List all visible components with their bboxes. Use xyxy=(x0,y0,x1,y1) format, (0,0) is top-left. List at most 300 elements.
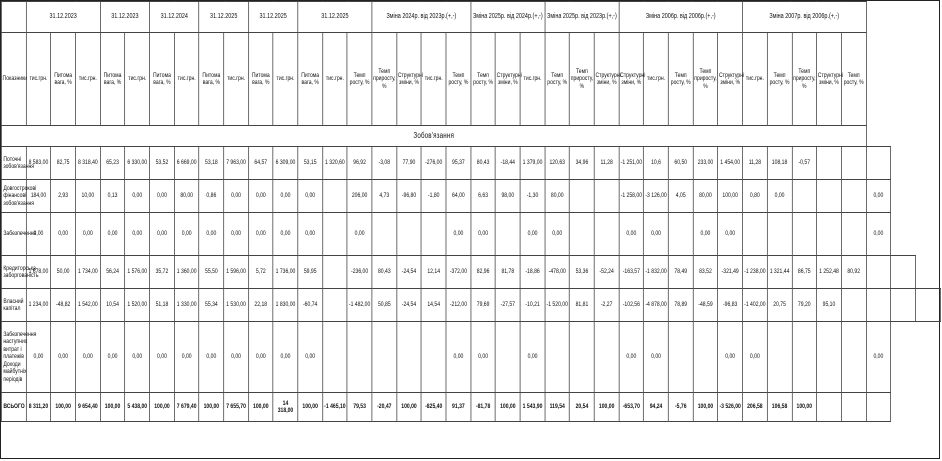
table-cell: 0,00 xyxy=(125,180,150,213)
table-cell xyxy=(397,213,422,256)
table-cell: 14,54 xyxy=(421,289,446,322)
table-cell xyxy=(817,213,842,256)
table-cell: 8 583,00 xyxy=(26,147,51,180)
measure-header: Темп росту, % xyxy=(841,33,866,126)
indicator-column-header: Показники xyxy=(1,33,26,126)
table-cell: 0,00 xyxy=(520,322,545,393)
table-cell: -478,00 xyxy=(545,256,570,289)
measure-header: Темп росту, % xyxy=(767,33,792,126)
table-cell: -1 520,00 xyxy=(545,289,570,322)
table-cell: 11,28 xyxy=(594,147,619,180)
table-cell: 0,00 xyxy=(520,213,545,256)
table-cell xyxy=(792,322,817,393)
table-cell: 1 252,48 xyxy=(817,256,842,289)
table-cell: 100,00 xyxy=(51,393,76,422)
table-cell: 65,23 xyxy=(100,147,125,180)
table-cell xyxy=(421,322,446,393)
table-cell: 0,00 xyxy=(619,213,644,256)
table-cell: -653,70 xyxy=(619,393,644,422)
period-header: 31.12.2023 xyxy=(100,2,149,33)
table-cell: 59,95 xyxy=(298,256,323,289)
measure-header: Структурні зміни, % xyxy=(495,33,520,126)
table-cell: 2,93 xyxy=(51,180,76,213)
table-cell: 0,00 xyxy=(866,322,891,393)
measure-header: тис.грн. xyxy=(224,33,249,126)
table-cell: -1 258,00 xyxy=(619,180,644,213)
table-cell: -1 465,10 xyxy=(323,393,348,422)
table-row xyxy=(1,289,940,322)
table-cell: 100,00 xyxy=(248,393,273,422)
table-cell: 100,00 xyxy=(100,393,125,422)
table-cell: 60,50 xyxy=(668,147,693,180)
table-cell: 0,00 xyxy=(51,213,76,256)
measure-header: тис.грн. xyxy=(76,33,101,126)
table-cell xyxy=(372,213,397,256)
table-cell: 0,00 xyxy=(199,213,224,256)
table-cell: 10,6 xyxy=(644,147,669,180)
table-cell: -52,24 xyxy=(594,256,619,289)
table-cell: 53,18 xyxy=(199,147,224,180)
table-cell: 0,00 xyxy=(866,180,891,213)
table-row xyxy=(1,393,940,422)
table-cell: 0,00 xyxy=(224,213,249,256)
row-label: Кредиторська заборгованість xyxy=(1,256,26,289)
measure-header: тис.грн. xyxy=(125,33,150,126)
table-cell: 64,57 xyxy=(248,147,273,180)
period-header: 31.12.2025 xyxy=(248,2,297,33)
row-label: Власний капітал xyxy=(1,289,26,322)
table-cell: 0,00 xyxy=(446,322,471,393)
table-cell: 55,50 xyxy=(199,256,224,289)
table-cell xyxy=(767,213,792,256)
table-cell: 11,28 xyxy=(743,147,768,180)
table-cell: 100,00 xyxy=(298,393,323,422)
table-cell: 120,63 xyxy=(545,147,570,180)
header-row-periods xyxy=(1,2,940,33)
table-cell: -1 238,00 xyxy=(743,256,768,289)
table-cell: 51,18 xyxy=(150,289,175,322)
table-cell xyxy=(841,147,866,180)
table-cell xyxy=(866,393,891,422)
table-cell: 53,52 xyxy=(150,147,175,180)
table-cell: 119,54 xyxy=(545,393,570,422)
row-label: Довгострокові фінансові зобов'язання xyxy=(1,180,26,213)
table-cell: 100,00 xyxy=(792,393,817,422)
table-cell: 1 678,00 xyxy=(26,256,51,289)
table-cell: 81,81 xyxy=(570,289,595,322)
table-cell: 12,14 xyxy=(421,256,446,289)
period-header: Зміна 2025р. від 2023р.(+,-) xyxy=(545,2,619,33)
table-cell: 80,92 xyxy=(841,256,866,289)
table-cell: 0,00 xyxy=(125,213,150,256)
table-cell xyxy=(891,289,916,322)
table-cell: 80,00 xyxy=(693,180,718,213)
table-cell: 0,00 xyxy=(644,213,669,256)
measure-header: Темп росту, % xyxy=(545,33,570,126)
table-cell: 50,85 xyxy=(372,289,397,322)
table-cell: -1,30 xyxy=(520,180,545,213)
table-cell: -96,83 xyxy=(718,289,743,322)
table-cell xyxy=(323,213,348,256)
table-cell: 1 379,00 xyxy=(520,147,545,180)
table-cell: -102,56 xyxy=(619,289,644,322)
table-cell: 98,00 xyxy=(495,180,520,213)
measure-header: Питома вага, % xyxy=(100,33,125,126)
table-cell xyxy=(347,322,372,393)
table-cell xyxy=(323,180,348,213)
table-cell: 233,00 xyxy=(693,147,718,180)
measure-header: Темп приросту, % xyxy=(792,33,817,126)
table-cell: -24,54 xyxy=(397,289,422,322)
table-cell: 1 830,00 xyxy=(273,289,298,322)
table-cell: 0,00 xyxy=(273,322,298,393)
table-cell: 1 520,00 xyxy=(125,289,150,322)
table-cell: 1 542,00 xyxy=(76,289,101,322)
period-header: Зміна 2025р. від 2024р.(+,-) xyxy=(471,2,545,33)
row-label: Забезпечення xyxy=(1,213,26,256)
table-cell: 1 734,00 xyxy=(76,256,101,289)
table-cell xyxy=(866,289,891,322)
table-cell: 106,58 xyxy=(767,393,792,422)
table-cell: 0,00 xyxy=(26,213,51,256)
table-cell: 94,24 xyxy=(644,393,669,422)
table-cell: -3,08 xyxy=(372,147,397,180)
measure-header: Темп росту, % xyxy=(668,33,693,126)
table-cell: 0,00 xyxy=(100,213,125,256)
table-cell: 82,96 xyxy=(471,256,496,289)
table-cell: -1 832,00 xyxy=(644,256,669,289)
measure-header: тис.грн. xyxy=(520,33,545,126)
table-cell: 4,73 xyxy=(372,180,397,213)
period-header: Зміна 2006р. від 2006р.(+,-) xyxy=(619,2,743,33)
table-cell xyxy=(792,213,817,256)
table-cell: -18,86 xyxy=(520,256,545,289)
table-cell xyxy=(495,322,520,393)
table-cell: 0,00 xyxy=(248,322,273,393)
measure-header: Темп приросту, % xyxy=(372,33,397,126)
table-cell: 56,24 xyxy=(100,256,125,289)
table-cell xyxy=(323,322,348,393)
table-cell: -1 482,00 xyxy=(347,289,372,322)
table-cell xyxy=(570,322,595,393)
table-cell xyxy=(792,180,817,213)
measure-header: тис.грн. xyxy=(273,33,298,126)
table-cell: 0,00 xyxy=(446,213,471,256)
table-cell: -60,74 xyxy=(298,289,323,322)
table-cell: 77,90 xyxy=(397,147,422,180)
table-cell xyxy=(594,213,619,256)
measure-header: Питома вага, % xyxy=(150,33,175,126)
table-cell: 55,34 xyxy=(199,289,224,322)
table-cell: 1 320,60 xyxy=(323,147,348,180)
table-cell: -0,57 xyxy=(792,147,817,180)
table-cell: 79,20 xyxy=(792,289,817,322)
measure-header: Структурні зміни, % xyxy=(718,33,743,126)
table-cell: 1 330,00 xyxy=(174,289,199,322)
measure-header: Темп приросту, % xyxy=(693,33,718,126)
table-cell xyxy=(817,180,842,213)
table-cell: 80,00 xyxy=(174,180,199,213)
table-cell: 53,36 xyxy=(570,256,595,289)
table-cell: -1,80 xyxy=(421,180,446,213)
measure-header: Питома вага, % xyxy=(199,33,224,126)
table-cell: 50,00 xyxy=(51,256,76,289)
table-cell: 6 669,00 xyxy=(174,147,199,180)
table-cell xyxy=(397,322,422,393)
table-cell: 0,00 xyxy=(100,322,125,393)
measure-header: Темп росту, % xyxy=(347,33,372,126)
table-cell: 64,00 xyxy=(446,180,471,213)
table-cell: 0,00 xyxy=(347,213,372,256)
period-header: Зміна 2007р. від 2006р.(+,-) xyxy=(743,2,867,33)
table-cell: 86,75 xyxy=(792,256,817,289)
table-cell: 0,80 xyxy=(743,180,768,213)
table-cell: -18,44 xyxy=(495,147,520,180)
table-cell xyxy=(495,213,520,256)
table-cell: -48,59 xyxy=(693,289,718,322)
table-cell: 35,72 xyxy=(150,256,175,289)
table-cell: 100,00 xyxy=(199,393,224,422)
table-cell: 14 318,00 xyxy=(273,393,298,422)
measure-header: тис.грн. xyxy=(743,33,768,126)
table-cell xyxy=(866,256,891,289)
table-cell: 53,15 xyxy=(298,147,323,180)
table-cell xyxy=(743,213,768,256)
table-cell: -81,78 xyxy=(471,393,496,422)
table-cell: 4,05 xyxy=(668,180,693,213)
table-cell: 9 654,40 xyxy=(76,393,101,422)
table-cell xyxy=(841,213,866,256)
measure-header: тис.грн. xyxy=(26,33,51,126)
table-cell: -1 251,00 xyxy=(619,147,644,180)
table-cell: 100,00 xyxy=(495,393,520,422)
table-cell: 22,18 xyxy=(248,289,273,322)
table-cell: 0,00 xyxy=(224,322,249,393)
table-cell: 0,00 xyxy=(693,213,718,256)
measure-header: тис.грн. xyxy=(323,33,348,126)
table-cell: 100,00 xyxy=(693,393,718,422)
table-cell: -2,27 xyxy=(594,289,619,322)
table-cell: -3 526,00 xyxy=(718,393,743,422)
table-cell: 96,92 xyxy=(347,147,372,180)
measure-header: тис.грн. xyxy=(174,33,199,126)
table-cell: 1 596,00 xyxy=(224,256,249,289)
measure-header: Питома вага, % xyxy=(248,33,273,126)
measure-header: Питома вага, % xyxy=(51,33,76,126)
table-cell: 7 655,70 xyxy=(224,393,249,422)
table-cell: 100,00 xyxy=(718,180,743,213)
table-cell: 0,00 xyxy=(273,180,298,213)
period-header: Зміна 2024р. від 2023р.(+,-) xyxy=(372,2,471,33)
table-cell: 5 438,00 xyxy=(125,393,150,422)
header-row-measures xyxy=(1,33,940,126)
table-cell: 95,10 xyxy=(817,289,842,322)
table-cell: 0,00 xyxy=(866,213,891,256)
period-header: 31.12.2025 xyxy=(199,2,248,33)
table-cell: 0,00 xyxy=(619,322,644,393)
table-cell xyxy=(421,213,446,256)
table-cell xyxy=(841,393,866,422)
table-cell: 0,00 xyxy=(718,213,743,256)
table-cell: -27,57 xyxy=(495,289,520,322)
table-cell: -321,49 xyxy=(718,256,743,289)
table-cell xyxy=(594,180,619,213)
table-cell: 0,00 xyxy=(199,322,224,393)
table-cell xyxy=(817,393,842,422)
table-cell: 10,54 xyxy=(100,289,125,322)
table-cell: 7 963,00 xyxy=(224,147,249,180)
table-cell: -5,76 xyxy=(668,393,693,422)
table-cell xyxy=(817,147,842,180)
measure-header: Структурні зміни, % xyxy=(817,33,842,126)
table-cell: 0,00 xyxy=(224,180,249,213)
table-cell xyxy=(866,147,891,180)
table-cell: 8 318,40 xyxy=(76,147,101,180)
measure-header: Структурні зміни, % xyxy=(594,33,619,126)
table-body xyxy=(1,126,940,422)
table-cell: 1 576,00 xyxy=(125,256,150,289)
measure-header: Темп приросту, % xyxy=(570,33,595,126)
table-cell: -4 878,00 xyxy=(644,289,669,322)
table-cell: 78,89 xyxy=(668,289,693,322)
period-header xyxy=(1,2,26,33)
table-cell xyxy=(817,322,842,393)
table-cell: 79,53 xyxy=(347,393,372,422)
table-cell: -372,00 xyxy=(446,256,471,289)
table-cell: 1 234,00 xyxy=(26,289,51,322)
table-cell: 100,00 xyxy=(397,393,422,422)
measure-header: тис.грн. xyxy=(644,33,669,126)
table-cell: 95,37 xyxy=(446,147,471,180)
table-cell: 1 543,90 xyxy=(520,393,545,422)
table-cell: 0,00 xyxy=(718,322,743,393)
table-cell xyxy=(668,213,693,256)
measure-header: Темп росту, % xyxy=(471,33,496,126)
table-cell: -3 126,00 xyxy=(644,180,669,213)
table-cell: 1 530,00 xyxy=(224,289,249,322)
table-cell xyxy=(594,322,619,393)
table-cell: 0,00 xyxy=(150,213,175,256)
table-cell: -1 402,00 xyxy=(743,289,768,322)
measure-header: тис.грн. xyxy=(421,33,446,126)
table-cell: 0,13 xyxy=(100,180,125,213)
table-cell: 0,00 xyxy=(174,322,199,393)
row-label: ВСЬОГО xyxy=(1,393,26,422)
table-cell: 6 330,00 xyxy=(125,147,150,180)
table-cell xyxy=(323,289,348,322)
table-cell: -96,80 xyxy=(397,180,422,213)
table-cell: 6 309,00 xyxy=(273,147,298,180)
table-cell: 80,00 xyxy=(545,180,570,213)
table-cell: 0,00 xyxy=(76,213,101,256)
table-cell: 206,00 xyxy=(347,180,372,213)
table-cell: -48,82 xyxy=(51,289,76,322)
table-cell: 1 360,00 xyxy=(174,256,199,289)
table-cell: 78,49 xyxy=(668,256,693,289)
table-cell: -20,47 xyxy=(372,393,397,422)
table-cell: 81,78 xyxy=(495,256,520,289)
table-cell: 0,86 xyxy=(199,180,224,213)
table-row xyxy=(1,213,940,256)
measure-header: Темп росту, % xyxy=(446,33,471,126)
table-cell xyxy=(323,256,348,289)
table-cell xyxy=(915,289,940,322)
table-cell: 6,63 xyxy=(471,180,496,213)
table-row xyxy=(1,322,940,393)
table-cell: 80,43 xyxy=(372,256,397,289)
table-cell: 83,52 xyxy=(693,256,718,289)
row-label: Забезпечення наступних витрат і платежів Доходи майбутніх періодів xyxy=(1,322,26,393)
table-cell: 79,69 xyxy=(471,289,496,322)
table-cell: 80,43 xyxy=(471,147,496,180)
table-cell: 0,00 xyxy=(76,322,101,393)
table-cell: 184,00 xyxy=(26,180,51,213)
table-cell: -236,00 xyxy=(347,256,372,289)
table-cell: 0,00 xyxy=(51,322,76,393)
table-cell: 0,00 xyxy=(125,322,150,393)
section-row xyxy=(1,126,940,147)
table-cell: 100,00 xyxy=(594,393,619,422)
table-cell: -24,54 xyxy=(397,256,422,289)
table-cell: 0,00 xyxy=(26,322,51,393)
table-cell: 108,18 xyxy=(767,147,792,180)
table-cell: 0,00 xyxy=(767,180,792,213)
section-title: Зобов'язання xyxy=(1,126,866,147)
table-cell: 34,96 xyxy=(570,147,595,180)
period-header: 31.12.2023 xyxy=(26,2,100,33)
table-cell: 100,00 xyxy=(150,393,175,422)
table-row xyxy=(1,256,940,289)
table-cell: 0,00 xyxy=(150,180,175,213)
measure-header: Питома вага, % xyxy=(298,33,323,126)
table-cell: 91,37 xyxy=(446,393,471,422)
table-cell: 206,58 xyxy=(743,393,768,422)
table-cell: 0,00 xyxy=(471,213,496,256)
table-cell: 5,72 xyxy=(248,256,273,289)
table-cell: 0,00 xyxy=(298,180,323,213)
table-cell xyxy=(668,322,693,393)
table-cell: 0,00 xyxy=(298,213,323,256)
table-cell xyxy=(841,289,866,322)
table-cell: 20,54 xyxy=(570,393,595,422)
table-cell: 0,00 xyxy=(150,322,175,393)
table-cell xyxy=(570,180,595,213)
table-cell: 0,00 xyxy=(471,322,496,393)
table-cell: 1 321,44 xyxy=(767,256,792,289)
table-cell xyxy=(545,322,570,393)
table-cell: 0,00 xyxy=(545,213,570,256)
table-cell xyxy=(841,180,866,213)
table-row xyxy=(1,147,940,180)
measure-header: Структурні зміни, % xyxy=(619,33,644,126)
table-cell: 7 679,40 xyxy=(174,393,199,422)
table-cell xyxy=(570,213,595,256)
table-cell: 0,00 xyxy=(174,213,199,256)
table-cell: 0,00 xyxy=(248,213,273,256)
table-cell: 1 736,00 xyxy=(273,256,298,289)
table-cell: 8 311,20 xyxy=(26,393,51,422)
period-header: 31.12.2025 xyxy=(298,2,372,33)
table-cell xyxy=(767,322,792,393)
table-cell: -212,00 xyxy=(446,289,471,322)
measure-header: Структурні зміни, % xyxy=(397,33,422,126)
table-cell: -825,40 xyxy=(421,393,446,422)
table-cell xyxy=(372,322,397,393)
table-cell xyxy=(841,322,866,393)
table-cell: -276,00 xyxy=(421,147,446,180)
row-label: Поточні зобов'язання xyxy=(1,147,26,180)
period-header: 31.12.2024 xyxy=(150,2,199,33)
